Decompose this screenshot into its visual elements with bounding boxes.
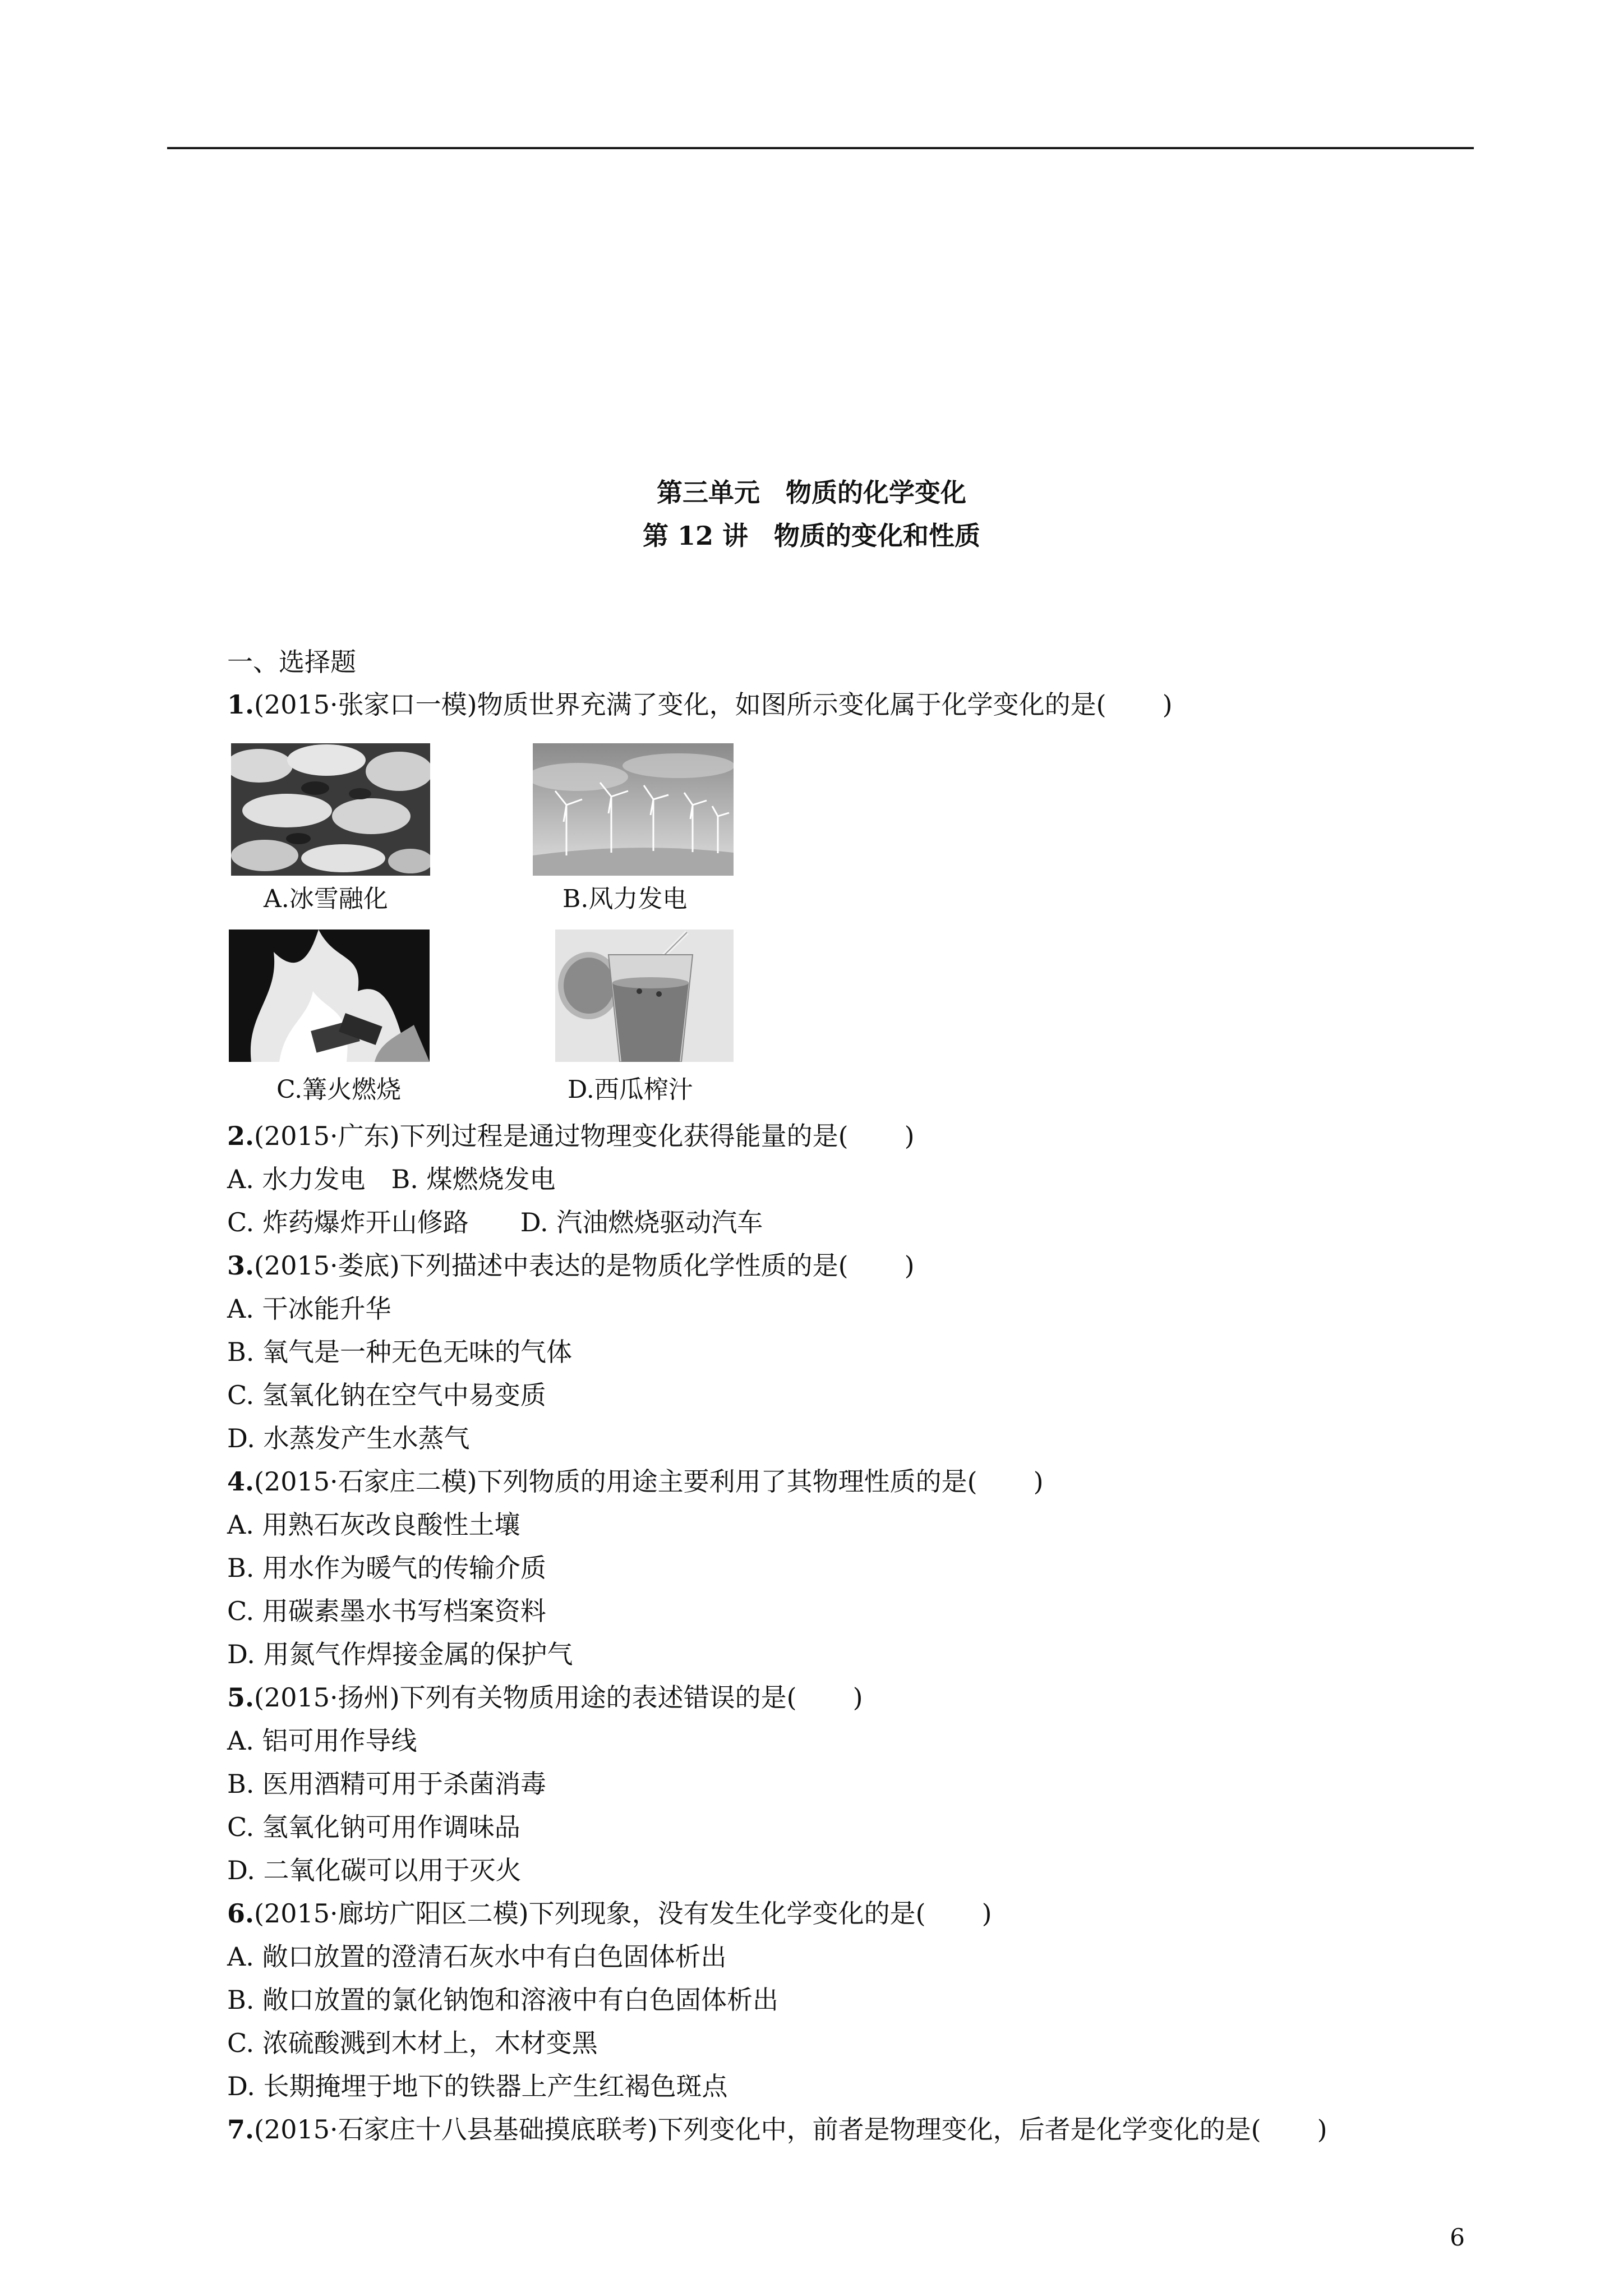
question-5: 5.(2015·扬州)下列有关物质用途的表述错误的是( ) (227, 1682, 863, 1713)
option-a: A. 用熟石灰改良酸性土壤 (227, 1510, 520, 1540)
question-stem: (2015·广东)下列过程是通过物理变化获得能量的是( (254, 1121, 849, 1151)
option-b: B. 氧气是一种无色无味的气体 (227, 1337, 573, 1367)
option-b: B. 用水作为暖气的传输介质 (227, 1553, 547, 1583)
option-c: C. 氢氧化钠在空气中易变质 (227, 1380, 546, 1410)
option-d: D. 二氧化碳可以用于灭火 (227, 1855, 522, 1885)
question-7: 7.(2015·石家庄十八县基础摸底联考)下列变化中，前者是物理变化，后者是化学变化的是( ) (227, 2114, 1327, 2145)
bonfire-image (229, 930, 430, 1062)
question-4: 4.(2015·石家庄二模)下列物质的用途主要利用了其物理性质的是( ) (227, 1466, 1044, 1497)
unit-title: 第三单元 物质的化学变化 (657, 477, 966, 508)
question-number: 1. (227, 689, 255, 720)
figure-caption-c: C.篝火燃烧 (276, 1075, 402, 1104)
question-1: 1.(2015·张家口一模)物质世界充满了变化，如图所示变化属于化学变化的是( ) (227, 689, 1173, 720)
option-d: D. 用氮气作焊接金属的保护气 (227, 1639, 573, 1669)
question-stem: (2015·扬州)下列有关物质用途的表述错误的是( (254, 1682, 797, 1713)
question-stem: (2015·廊坊广阳区二模)下列现象，没有发生化学变化的是( (254, 1898, 926, 1929)
option-c: C. 氢氧化钠可用作调味品 (227, 1812, 520, 1842)
bonfire-photo (229, 930, 430, 1062)
question-2: 2.(2015·广东)下列过程是通过物理变化获得能量的是( ) (227, 1121, 915, 1151)
wind-turbines-image (533, 743, 734, 876)
watermelon-juice-photo (555, 930, 734, 1062)
option-c: C. 用碳素墨水书写档案资料 (227, 1596, 546, 1626)
question-stem: (2015·张家口一模)物质世界充满了变化，如图所示变化属于化学变化的是( (254, 689, 1106, 720)
option-a: A. 铝可用作导线 (227, 1726, 417, 1756)
option-a: A. 敞口放置的澄清石灰水中有白色固体析出 (227, 1941, 727, 1972)
lecture-title: 第 12 讲 物质的变化和性质 (642, 521, 981, 551)
question-stem: (2015·石家庄二模)下列物质的用途主要利用了其物理性质的是( (254, 1466, 978, 1497)
question-stem: (2015·娄底)下列描述中表达的是物质化学性质的是( (254, 1250, 849, 1281)
option-b: B. 敞口放置的氯化钠饱和溶液中有白色固体析出 (227, 1985, 779, 2015)
melting-snow-image (231, 743, 430, 876)
melting-snow-photo (231, 743, 430, 876)
question-stem: (2015·石家庄十八县基础摸底联考)下列变化中，前者是物理变化，后者是化学变化的是( (254, 2114, 1261, 2145)
watermelon-juice-image (555, 930, 734, 1062)
option-line: C. 炸药爆炸开山修路 D. 汽油燃烧驱动汽车 (227, 1207, 763, 1237)
figure-caption-a: A.冰雪融化 (264, 885, 388, 913)
page-number: 6 (1450, 2224, 1465, 2251)
option-line: A. 水力发电 B. 煤燃烧发电 (227, 1164, 556, 1194)
question-3: 3.(2015·娄底)下列描述中表达的是物质化学性质的是( ) (227, 1250, 915, 1281)
option-b: B. 医用酒精可用于杀菌消毒 (227, 1769, 547, 1799)
question-6: 6.(2015·廊坊广阳区二模)下列现象，没有发生化学变化的是( ) (227, 1898, 992, 1929)
option-d: D. 长期掩埋于地下的铁器上产生红褐色斑点 (227, 2071, 728, 2101)
figure-caption-b: B.风力发电 (562, 885, 688, 913)
option-d: D. 水蒸发产生水蒸气 (227, 1423, 470, 1453)
header-rule (167, 147, 1474, 149)
option-c: C. 浓硫酸溅到木材上，木材变黑 (227, 2028, 598, 2058)
figure-caption-d: D.西瓜榨汁 (568, 1075, 693, 1104)
wind-turbines-photo (533, 743, 734, 876)
option-a: A. 干冰能升华 (227, 1294, 391, 1324)
section-heading: 一、选择题 (227, 647, 356, 677)
